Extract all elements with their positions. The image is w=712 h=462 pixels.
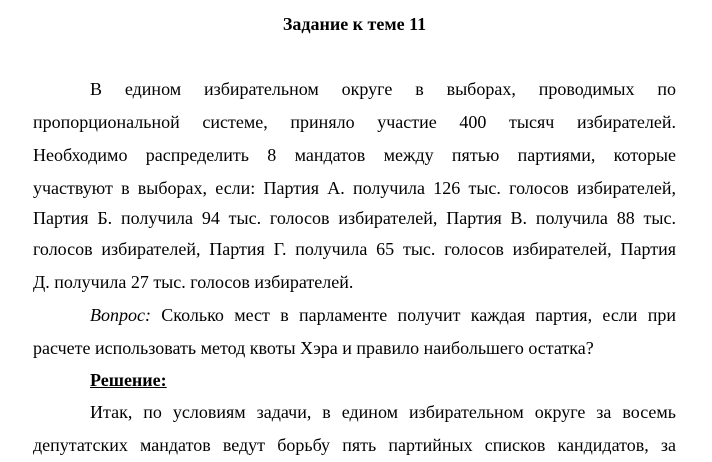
question-line-1 <box>33 304 676 326</box>
paragraph-line-6: голосов избирателей, Партия Г. получила 65 тыс. голосов избирателей, Партия <box>33 239 676 259</box>
solution-heading: Решение: <box>90 370 167 390</box>
paragraph-line-4: участвуют в выборах, если: Партия А. получила 126 тыс. голосов избирателей, <box>33 178 676 198</box>
solution-line-2: депутатских мандатов ведут борьбу пять партийных списков кандидатов, за <box>33 435 676 455</box>
paragraph-line-7: Д. получила 27 тыс. голосов избирателей. <box>33 272 354 292</box>
paragraph-line-1: В едином избирательном округе в выборах, проводимых по <box>90 79 676 99</box>
question-text: Сколько мест в парламенте получит каждая партия, если при <box>150 305 676 325</box>
paragraph-line-5: Партия Б. получила 94 тыс. голосов избирателей, Партия В. получила 88 тыс. <box>33 208 676 228</box>
paragraph-line-3: Необходимо распределить 8 мандатов между пятью партиями, которые <box>33 145 676 165</box>
question-line-2: расчете использовать метод квоты Хэра и правило наибольшего остатка? <box>33 338 594 358</box>
solution-heading-line <box>33 369 676 391</box>
paragraph-line-2: пропорциональной системе, приняло участие 400 тысяч избирателей. <box>33 112 676 132</box>
document-title: Задание к теме 11 <box>282 14 427 34</box>
question-label: Вопрос: <box>90 305 151 325</box>
solution-line-1: Итак, по условиям задачи, в едином избирательном округе за восемь <box>90 402 676 422</box>
